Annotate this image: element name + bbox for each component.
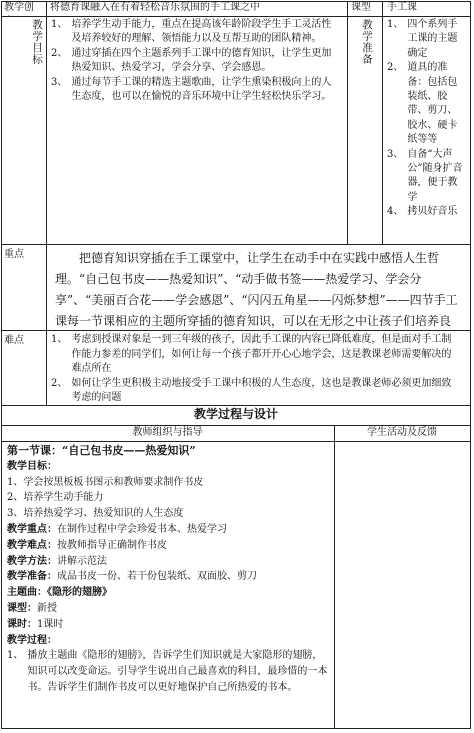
key-points-row: [1, 244, 471, 331]
prep-item: 4、 拷贝好音乐: [387, 206, 458, 218]
prep-item: 2、 道具的准备：包括包装纸、胶带、剪刀、胶水、硬卡纸等等: [387, 62, 458, 146]
prep-item: 3、 自备“大声公”随身扩音器，便于教学: [387, 148, 463, 203]
key-points-label: 重点: [4, 249, 24, 260]
student-column-header: 学生活动及反馈: [367, 427, 437, 438]
goal-item: 3、 通过每节手工课的精选主题歌曲，让学生熏染积极向上的人生态度，也可以在愉悦的音乐环境中让学生轻松快乐学习。: [51, 76, 332, 103]
header-row: [1, 1, 471, 17]
goals-list: [47, 16, 347, 244]
lesson-content: [1, 441, 334, 727]
lesson-goal-label: 教学目标：: [7, 460, 57, 472]
lesson-song-line: 主题曲：《隐形的翅膀》: [7, 587, 112, 599]
process-title-row: [1, 405, 471, 426]
goal-item: 2、 通过穿插在四个主题系列手工课中的德育知识，让学生更加热爱知识、热爱学习，学会分享、学会感恩。: [51, 47, 332, 74]
lesson-process-item: 1、 播放主题曲《隐形的翅膀》，告诉学生们知识就是大家隐形的翅膀，知识可以改变命运。引导学生说出自己最喜欢的科目，最珍惜的一本书。告诉学生们制作书皮可以更好地保护自己所热爱的书本。: [7, 650, 328, 694]
goals-row: [1, 16, 471, 245]
lesson-key-line: 教学重点：在制作过程中学会珍爱书本、热爱学习: [7, 523, 227, 535]
difficulty-item: 2、 如何让学生更积极主动地接受手工课中积极的人生态度，这也是教课老师必须更加细致考虑的问题: [51, 377, 452, 403]
lesson-hours-line: 课时：1课时: [7, 618, 64, 630]
lesson-type-line: 课型：新授: [7, 602, 57, 614]
lesson-goal-item: 3、培养热爱学习、热爱知识的人生态度: [7, 508, 184, 520]
lesson-goal-item: 1、学会按黑板板书图示和教师要求制作书皮: [7, 476, 204, 488]
student-feedback-cell: [335, 441, 469, 727]
creative-label: 教学创: [4, 2, 34, 13]
prep-list: [383, 16, 469, 244]
type-label: 课型: [351, 2, 371, 13]
lesson-difficulty-line: 教学难点：按教师指导正确制作书皮: [7, 539, 167, 551]
type-value: 手工课: [387, 2, 417, 13]
difficulties-list: [47, 330, 469, 405]
lesson-goal-item: 2、培养学生动手能力: [7, 492, 104, 504]
prep-label: 教学准备: [361, 19, 373, 65]
lesson-process-label: 教学过程：: [7, 634, 57, 646]
goal-item: 1、 培养学生动手能力，重点在提高该年龄阶段学生手工灵活性及培养较好的理解、领悟能力以及互帮互助的团队精神。: [51, 19, 332, 45]
lesson-title: 第一节课：“自己包书皮——热爱知识”: [7, 444, 196, 457]
goals-label: 教学目标: [31, 19, 43, 65]
lesson-method-line: 教学方法：讲解示范法: [7, 555, 107, 567]
process-title: 教学过程与设计: [193, 407, 278, 421]
teacher-column-header: 教师组织与指导: [132, 427, 203, 438]
creative-value: 将德育课融入在有着轻松音乐氛围的手工课之中: [50, 2, 260, 13]
difficulty-item: 1、 考虑到授课对象是一到三年级的孩子，因此手工课的内容已降低难度，但是面对手工制作能力参差的同学们，如何让每一个孩子都开开心心地学会，这是教课老师需要解决的难点所在: [51, 334, 452, 374]
lesson-prep-line: 教学准备：成品书皮一份、若干份包装纸、双面胶、剪刀: [7, 571, 257, 583]
process-header-row: [1, 425, 471, 442]
lesson-plan-page: [1, 1, 473, 731]
difficulties-label: 难点: [4, 335, 24, 346]
difficulties-row: [1, 330, 471, 406]
key-points-text: 把德育知识穿插在手工课堂中，让学生在动手中在实践中感悟人生哲理。“自己包书皮——热爱知识”、“动手做书签——热爱学习、学会分享”、“美丽百合花——学会感恩”、“闪闪五角星——闪烁梦想”——四节手工课每一节课相应的主题所穿插的德育知识，可以在无形之中让孩子们培养良: [55, 251, 458, 328]
process-body-row: [1, 441, 471, 729]
prep-item: 1、 四个系列手工课的主题确定: [387, 19, 458, 59]
